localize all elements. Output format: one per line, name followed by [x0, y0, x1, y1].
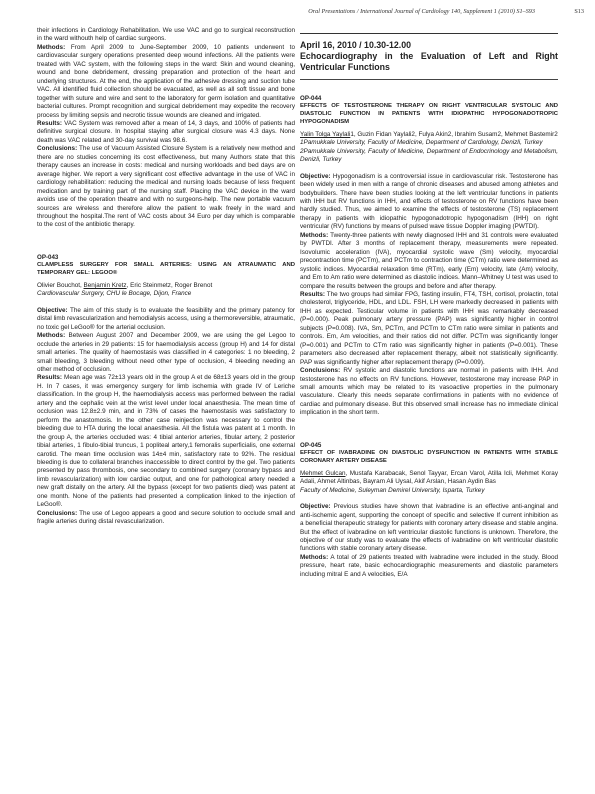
- abstract-title: CLAMPLESS SURGERY FOR SMALL ARTERIES: USING AN ATRAUMATIC AND TEMPORARY GEL: LEGOO®: [37, 262, 295, 277]
- methods-text: A total of 29 patients treated with ivabradine were included in the study. Blood pressure, heart rate, basic echocardiographic measurements and diastolic parameters including mitral E and A velocities, E/A: [300, 553, 559, 578]
- objective-paragraph: [300, 503, 558, 554]
- conclusions-paragraph: [300, 367, 558, 418]
- session-rule-bottom: [300, 79, 558, 80]
- objective-paragraph: [37, 307, 295, 332]
- spacer: [300, 165, 558, 173]
- conclusions-text: RV systolic and diastolic functions are normal in patients with IHH. And testosterone has no effects on RV functions. However, testosterone may increase PAP in small amounts which may be related to its vasoactive properties in the pulmonary vasculature. Clearly this needs separate confirmations in patients with no evidence of cardiac and pulmonary disease. But this observed small increase has no immediate clinical implication in the short term.: [300, 367, 558, 417]
- affiliation-1: 1Pamukkale University, Faculty of Medicine, Department of Cardiology, Denizli, Turkey: [300, 139, 543, 147]
- left-column: [37, 27, 295, 527]
- methods-paragraph: [300, 554, 558, 579]
- methods-text: From April 2009 to June-September 2009, 10 patients underwent to cardiovascular surgery operations presented deep wound infections. All the patients were treated with VAC system, with the following steps in the ward: Skin and wound cleaning, wound and bone debridement, dressing preparation and protection of the heart and underlying structures. At the end, the application of the adhesive dressing and suction tube VAC. All identified fluid collection should be evacuated, as well as all soft tissue and bone together with suture and wire and sent to the laboratory for germ isolation and quantitative bacterial cultures. Prompt recognition and surgical debridement may expedite the recovery process by limiting sepsis and necrotic tissue wounds are cleaned and irrigated.: [37, 43, 296, 119]
- objective-text: Hypogonadism is a controversial issue in cardiovascular risk. Testosterone has been widely used in men with a range of chronic diseases and abused among athletes and bodybuilders. There have been studies looking at the left ventricular functions in patients with IHH but RV functions in IHH, and effects of testosterone on RV functions have been hardly studied. Thus, we aimed to examine the effects of testosterone (TS) replacement therapy in patients with idiopathic hypogonadotropic hypogonadism (IHH) on right ventricular (RV) functions by means of pulsed wave tissue Doppler imaging (PWTDI).: [300, 172, 558, 231]
- methods-text: Between August 2007 and December 2009, we are using the gel Legoo to occlude the arteries in 29 patients: 15 for haemodialysis access (group H) and 14 for distal small arteries. The quality of haemostasis was classified in 4 categories: 1 no bleeding, 2 small bleeding, 3 bleeding without need other type of occlusion, 4 bleeding needing an other method of occlusion.: [37, 332, 295, 373]
- author-list: [300, 470, 558, 487]
- results-text: The two groups had similar FPG, fasting insulin, FT4, TSH, cortisol, prolactin, total cholesterol, triglyceride, HDL, and LDL. FSH, LH were markedly decreased in patients with IHH as expected. Testicular volume in patients with IHH was remarkably decreased (P=0.000). Peak pulmonary artery pressure (PAP) was significantly higher in control subjects (P=0.008). IVA, Sm, PCTm, and PCTm to CTm ratio were similar in patients and controls. Em, Am velocities, and their ratios did not differ. PCTm was significantly longer (P=0.001) and PCTm to CTm ratio was significantly higher in patients (P=0.001). These parameters also decreased after replacement therapy, albeit not statistically significantly. PAP was significantly higher after replacement therapy (P=0.009).: [300, 291, 558, 366]
- abstract-op-045: [300, 442, 558, 579]
- abstract-id: OP-044: [300, 95, 322, 102]
- methods-text: Twenty-three patients with newly diagnosed IHH and 31 controls were evaluated by PWTDI. After 3 months of replacement therapy, measurements were repeated. Isovolumic acceleration (IVA), myocardial systolic wave (Sm) velocity, myocardial precontraction time (PCTm), and PCTm to contraction time (CTm) ratio were determined as systolic indices. Myocardial relaxation time (RTm), early (Em) velocity, late (Am) velocity, and Em to Am ratio were determined as diastolic indices. Mann–Whitney U test was used to compare the results between the groups and before and after therapy.: [300, 231, 558, 290]
- methods-paragraph: [300, 232, 558, 291]
- methods-label: Methods:: [37, 332, 66, 340]
- results-label: Results:: [37, 119, 63, 127]
- page-number: S13: [574, 8, 584, 15]
- conclusions-label: Conclusions:: [37, 509, 78, 517]
- abstract-op-044: [300, 95, 558, 418]
- methods-label: Methods:: [300, 231, 329, 239]
- continued-paragraph: [37, 27, 295, 44]
- spacer: [37, 299, 295, 307]
- conclusions-label: Conclusions:: [37, 145, 78, 153]
- methods-label: Methods:: [37, 43, 66, 51]
- abstract-id: OP-045: [300, 441, 322, 449]
- methods-paragraph: [37, 332, 295, 374]
- authors-before: Olivier Bouchot,: [37, 281, 84, 289]
- conclusions-label: Conclusions:: [300, 367, 341, 375]
- authors-after: , Eric Steinmetz, Roger Brenot: [126, 281, 213, 289]
- session-rule-top: [300, 33, 558, 34]
- running-header: [0, 6, 595, 20]
- presenting-author: Benjamin Kretz: [83, 281, 127, 289]
- conclusions-text: The use of Vacuum Assisted Closure System is a relatively new method and there are no studies concerning its cost effectiveness, but many Authors state that this therapy causes an increase in costs: medical and nursing workloads and bed days are on average higher. We report a very significant cost effective advantage in the use of VAC in cardiology rehabilitation: reducing the medical and nursing loads because of less frequent medication and by training part of the nursing staff. Placing the VAC device in the ward avoids use of the operation theatre and with no surgeons-help. The new portable vacuum sources are wireless and therefore allow the patient to walk freely in the ward and throughout the hospital.The rent of VAC costs about 34 Euro per day which is comparable to the cost of the antibiotic therapy.: [37, 145, 295, 229]
- affiliation: Faculty of Medicine, Suleyman Demirel University, Isparta, Turkey: [300, 486, 485, 494]
- journal-citation: Oral Presentations / International Journal of Cardiology 140, Supplement 1 (2010) S1–S93: [308, 8, 535, 15]
- spacer: [300, 418, 558, 440]
- conclusions-paragraph: [37, 510, 295, 527]
- continued-methods: [37, 44, 295, 120]
- spacer: [37, 230, 295, 252]
- presenting-author: Yalin Tolga Yaylali: [300, 130, 351, 138]
- abstract-id: OP-043: [37, 253, 59, 261]
- objective-label: Objective:: [37, 306, 68, 314]
- presenting-author: Mehmet Gulcan: [300, 469, 346, 477]
- objective-paragraph: [300, 173, 558, 232]
- authors-after: 1, Guzin Fidan Yaylali2, Fulya Akin2, Ibrahim Susam2, Mehmet Bastemir2: [350, 130, 558, 138]
- spacer: [300, 85, 558, 93]
- affiliation-2: 2Pamukkale University, Faculty of Medicine, Department of Endocrinology and Metabolism, Denizli, Turkey: [300, 147, 558, 164]
- results-text: Mean age was 72±13 years old in the group A et de 68±13 years old in the group H. In 7 cases, it was emergency surgery for limb ischemia with grade IV of Leriche classification. In the group H, the haemodialysis access was performed between the radial artery and the cephalic vein at the wrist level under local anaesthesia. The mean time of occlusion was 12.8±2.9 min, and in 73% of cases the haemostasis was satisfactory to perform the anastomosis. In the other case reinjection was necessary to control the bleeding due to HTA during the local anaesthesia. All the fistula was patent at 1 month. In the group A, the arteries occluded was: 4 tibial anterior arteries, fibular artery, 2 posterior tibial arteries, 1 fibulo-tibial truncus, 1 popliteal artery,1 femoralis superficialis, one external carotid. The mean time occlusion was 14±4 min, satisfactory rate to 92%. The residual bleeding is due to collateral branches inaccessible to direct control by the gel. Two patients presented by pass thrombosis, one secondary to combined surgery (coronary bypass and limb revascularization) with low cardiac output, and one for pathological artery needed a new graft distally on the artery. All the bypass (except for two patients died) was patent at one month. None of the patients had presented a complication linked to the injection of LeGoo®.: [37, 374, 295, 509]
- objective-label: Objective:: [300, 172, 331, 180]
- continued-text: their infections in Cardiology Rehabilitation. We use VAC and go to surgical reconstruction in the ward withouth help of cardiac surgeons.: [37, 27, 295, 43]
- session-title: Echocardiography in the Evaluation of Left and Right Ventricular Functions: [300, 51, 558, 72]
- results-label: Results:: [37, 374, 63, 382]
- affiliation: Cardiovascular Surgery, CHU le Bocage, Dijon, France: [37, 290, 192, 298]
- abstract-title: EFFECTS OF TESTOSTERONE THERAPY ON RIGHT VENTRICULAR SYSTOLIC AND DIASTOLIC FUNCTION IN PATIENTS WITH IDIOPATHIC HYPOGONADOTROPIC HYPOGONADISM: [300, 103, 558, 126]
- continued-results: [37, 120, 295, 145]
- results-paragraph: [300, 291, 558, 367]
- results-label: Results:: [300, 291, 326, 298]
- author-list: [37, 282, 295, 290]
- spacer: [300, 495, 558, 503]
- results-text: VAC System was removed after a mean of 14, 3 days, and 100% of patients had definitive surgical closure. In hospital staying after surgical closure was 4.3 days. None death was VAC related and 30-day survival was 98.6.: [37, 119, 295, 144]
- right-column: [300, 27, 558, 579]
- objective-text: Previous studies have shown that ivabradine is an effective anti-anginal and anti-ischemic agent, supporting the concept of specific and selective If current inhibition as a beneficial therapeutic strategy for patients with coronary artery disease and stable angina. But the effect of ivabradine on left ventricular diastolic functions is unknown. Therefore, the objective of our study was to evaluate the effects of ivabradine on left ventricular diastolic functions with stable coronary artery disease.: [300, 503, 558, 553]
- authors-after: , Mustafa Karabacak, Senol Tayyar, Ercan Varol, Atilla Icli, Mehmet Koray Adali, Ahmet Altinbas, Bayram Ali Uysal, Akif Arslan, Hasan Aydin Bas: [300, 469, 558, 486]
- continued-conclusions: [37, 145, 295, 230]
- objective-text: The aim of this study is to evaluate the feasibility and the primary patency for distal limb revascularization and hemodialysis access, using a thermoreversible, atraumatic, no toxic gel LeGoo® for the arterial occlusion.: [37, 306, 295, 331]
- abstract-op-043: [37, 254, 295, 527]
- methods-label: Methods:: [300, 553, 329, 561]
- session-date: April 16, 2010 / 10.30-12.00: [300, 40, 412, 50]
- author-list: [300, 131, 558, 139]
- results-paragraph: [37, 374, 295, 509]
- conclusions-text: The use of Legoo appears a good and secure solution to occlude small and fragile arteries during distal revascularization.: [37, 509, 295, 526]
- objective-label: Objective:: [300, 503, 331, 511]
- abstract-title: EFFECT OF IVABRADINE ON DIASTOLIC DYSFUNCTION IN PATIENTS WITH STABLE CORONARY ARTERY DISEASE: [300, 450, 558, 465]
